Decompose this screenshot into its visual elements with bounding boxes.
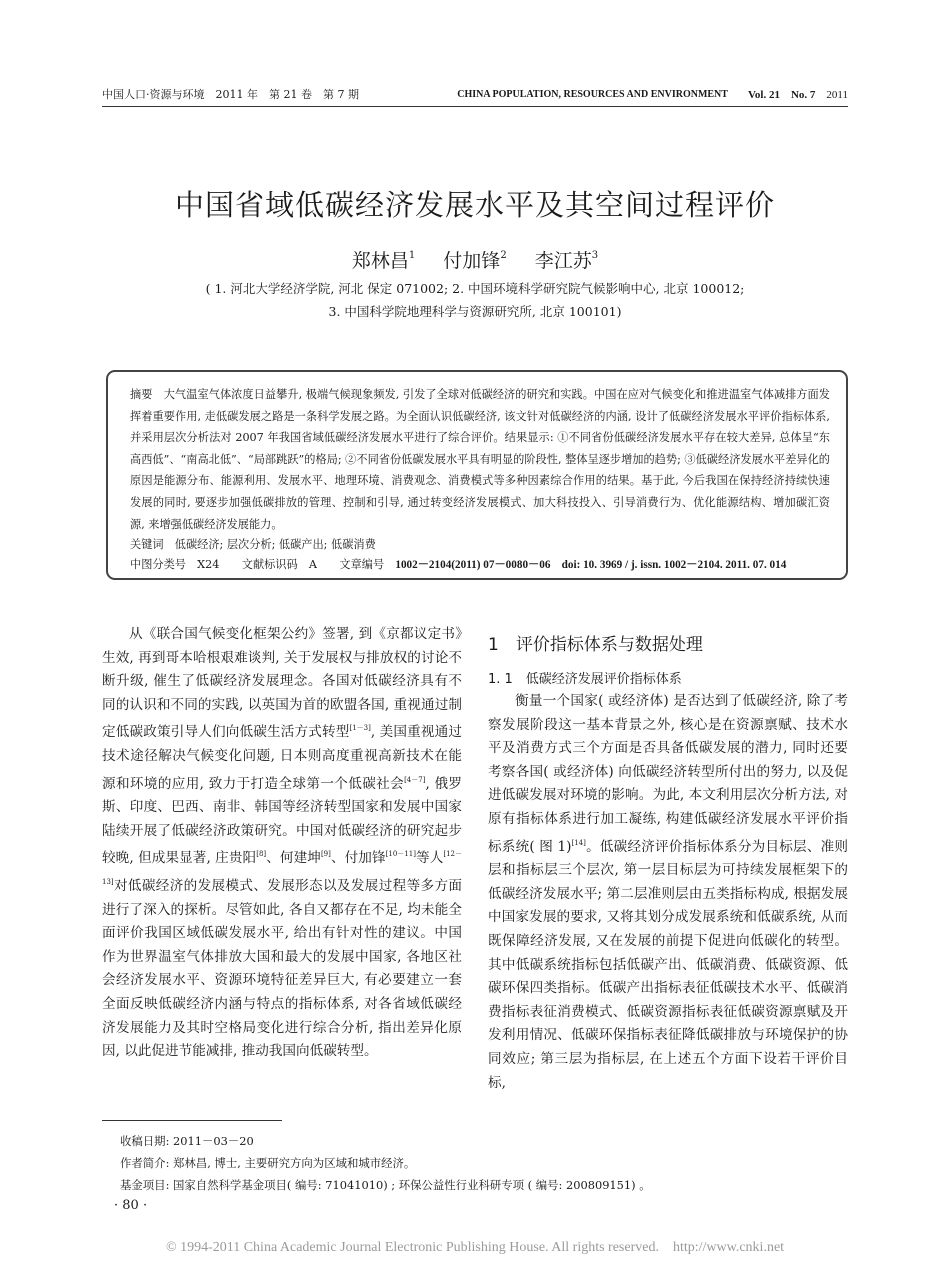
article-no-label: 文章编号 [339,558,385,571]
citation: [8] [256,850,267,859]
paper-title: 中国省域低碳经济发展水平及其空间过程评价 [174,188,775,222]
citation: [4－7] [404,775,426,784]
citation: [1－3] [349,724,371,733]
keywords [130,536,830,552]
body-text: 。低碳经济评价指标体系分为目标层、准则层和指标层三个层次, 第一层目标层为可持续发展框架下的低碳经济发展水平; 第二层准则层由五类指标构成, 根据发展中国家发展的要求, 又将其划分成发展系统和低碳系统, 从而既保障经济发展, 又在发展的前提下促进向低碳化的转型。其中低碳系统指标包括低碳产出、低碳消费、低碳资源、低碳环保四类指标。低碳产出指标表征低碳技术水平、低碳消费指标表征消费模式、低碳资源指标表征低碳资源禀赋及开发利用情况、低碳环保指标表征降低碳排放与环境保护的协同效应; 第三层为指标层, 在上述五个方面下设若干评价目标, [488,838,849,1091]
author-affiliation-mark: 2 [500,250,507,261]
section-paragraph [488,690,848,1095]
clc-code: X24 [197,558,220,571]
author [535,250,598,272]
author-name: 郑林昌 [351,250,409,272]
footnote-funding: 基金项目: 国家自然科学基金项目( 编号: 71041010) ; 环保公益性行业科研专项 ( 编号: 200809151) 。 [120,1178,651,1192]
intro-paragraph [102,623,462,1064]
citation: [9] [320,850,331,859]
author-affiliation-mark: 1 [408,250,416,261]
citation: [12－13] [102,850,463,886]
year: 2011 [826,89,848,101]
author [352,250,415,272]
affiliation-line-1: ( 1. 河北大学经济学院, 河北 保定 071002; 2. 中国环境科学研究院气候影响中心, 北京 100012; [205,281,745,296]
abstract-label: 摘要 [130,388,153,401]
body-text: , 俄罗斯、印度、巴西、南非、韩国等经济转型国家和发展中国家陆续开展了低碳经济政策研究。中国对低碳经济的研究起步较晚, 但成果显著, 庄贵阳 [102,775,462,867]
body-text: 衡量一个国家( 或经济体) 是否达到了低碳经济, 除了考察发展阶段这一基本背景之外, 核心是在资源禀赋、技术水平及消费方式三个方面是否具备低碳发展的潜力, 同时还要考察各国( 或经济体) 向低碳经济转型所付出的努力, 以及促进低碳发展对环境的影响。为此, 本文利用层次分析方法, 对原有指标体系进行加工凝练, 构建低碳经济发展水平评价指标系统( 图 1) [488,693,848,855]
header-rule [102,106,848,107]
doc-code-label: 文献标识码 [241,558,298,571]
subsection-heading: 1. 1 低碳经济发展评价指标体系 [488,672,682,687]
author-affiliation-mark: 3 [591,250,599,261]
running-header [102,84,848,104]
copyright-notice: © 1994-2011 China Academic Journal Electronic Publishing House. All rights reserved. http://www.cnki.net [165,1240,785,1255]
body-text: 对低碳经济的发展模式、发展形态以及发展过程等多方面进行了深入的探析。尽管如此, 各自又都存在不足, 均未能全面评价我国区域低碳发展水平, 给出有针对性的建议。中国作为世界温室气体排放大国和最大的发展中国家, 各地区社会经济发展水平、资源环境特征差异巨大, 有必要建立一套全面反映低碳经济内涵与特点的指标体系, 对各省域低碳经济发展能力及其时空格局变化进行综合分析, 指出差异化原因, 以此促进节能减排, 推动我国向低碳转型。 [102,877,462,1060]
citation: [14] [571,838,586,847]
issue: No. 7 [790,89,816,101]
section-heading: 1 评价指标体系与数据处理 [488,635,703,655]
abstract-text: 大气温室气体浓度日益攀升, 极端气候现象频发, 引发了全球对低碳经济的研究和实践。中国在应对气候变化和推进温室气体减排方面发挥着重要作用, 走低碳发展之路是一条科学发展之路。为全面认识低碳经济, 该文针对低碳经济的内涵, 设计了低碳经济发展水平评价指标体系, 并采用层次分析法对 2007 年我国省域低碳经济发展水平进行了综合评价。结果显示: ①不同省份低碳经济发展水平存在较大差异, 总体呈“东高西低”、“南高北低”、“局部跳跃”的格局; ②不同省份低碳发展水平具有明显的阶段性, 整体呈逐步增加的趋势; ③低碳经济发展水平差异化的原因是能源分布、能源利用、发展水平、地理环境、消费观念、消费模式等多种因素综合作用的结果。基于此, 今后我国在保持经济持续快速发展的同时, 要逐步加强低碳排放的管理、控制和引导, 通过转变经济发展模式、加大科技投入、引导消费行为、优化能源结构、增加碳汇资源, 来增强低碳经济发展能力。 [130,388,830,531]
abstract [130,384,830,535]
author-list [0,246,950,273]
journal-cn: 中国人口·资源与环境 2011 年 第 21 卷 第 7 期 [102,88,359,101]
citation: [10－11] [385,850,416,859]
affiliation-line-2: 3. 中国科学院地理科学与资源研究所, 北京 100101) [328,304,622,319]
article-no: 1002－2104(2011) 07－0080－06 [395,559,551,571]
body-text: , 美国重视通过技术途径解决气候变化问题, 日本则高度重视高新技术在能源和环境的应用, 致力于打造全球第一个低碳社会 [102,724,462,792]
classification-line [130,556,830,572]
body-text: 从《联合国气候变化框架公约》签署, 到《京都议定书》生效, 再到哥本哈根艰难谈判, 关于发展权与排放权的讨论不断升级, 催生了低碳经济发展理念。各国对低碳经济具有不同的认识和不同的实践, 以英国为首的欧盟各国, 重视通过制定低碳政策引导人们向低碳生活方式转型 [102,626,462,741]
doc-code: A [308,558,317,571]
journal-en: CHINA POPULATION, RESOURCES AND ENVIRONMENT [457,88,728,100]
keywords-label: 关键词 [130,538,164,551]
author-name: 李江苏 [534,250,592,272]
author [443,250,506,272]
doi: doi: 10. 3969 / j. issn. 1002－2104. 2011. 07. 014 [561,559,787,571]
author-name: 付加锋 [443,250,501,272]
footnote-author-bio: 作者简介: 郑林昌, 博士, 主要研究方向为区域和城市经济。 [120,1156,416,1170]
footnote-rule [102,1120,282,1121]
page-number: · 80 · [114,1198,148,1213]
volume: Vol. 21 [747,89,780,101]
body-text: 等人 [415,850,444,867]
keywords-text: 低碳经济; 层次分析; 低碳产出; 低碳消费 [174,538,376,551]
footnote-received: 收稿日期: 2011－03－20 [120,1134,254,1148]
body-text: 、付加锋 [330,850,386,867]
volume-info [748,86,848,102]
body-text: 、何建坤 [266,850,321,867]
clc-label: 中图分类号 [130,558,186,571]
